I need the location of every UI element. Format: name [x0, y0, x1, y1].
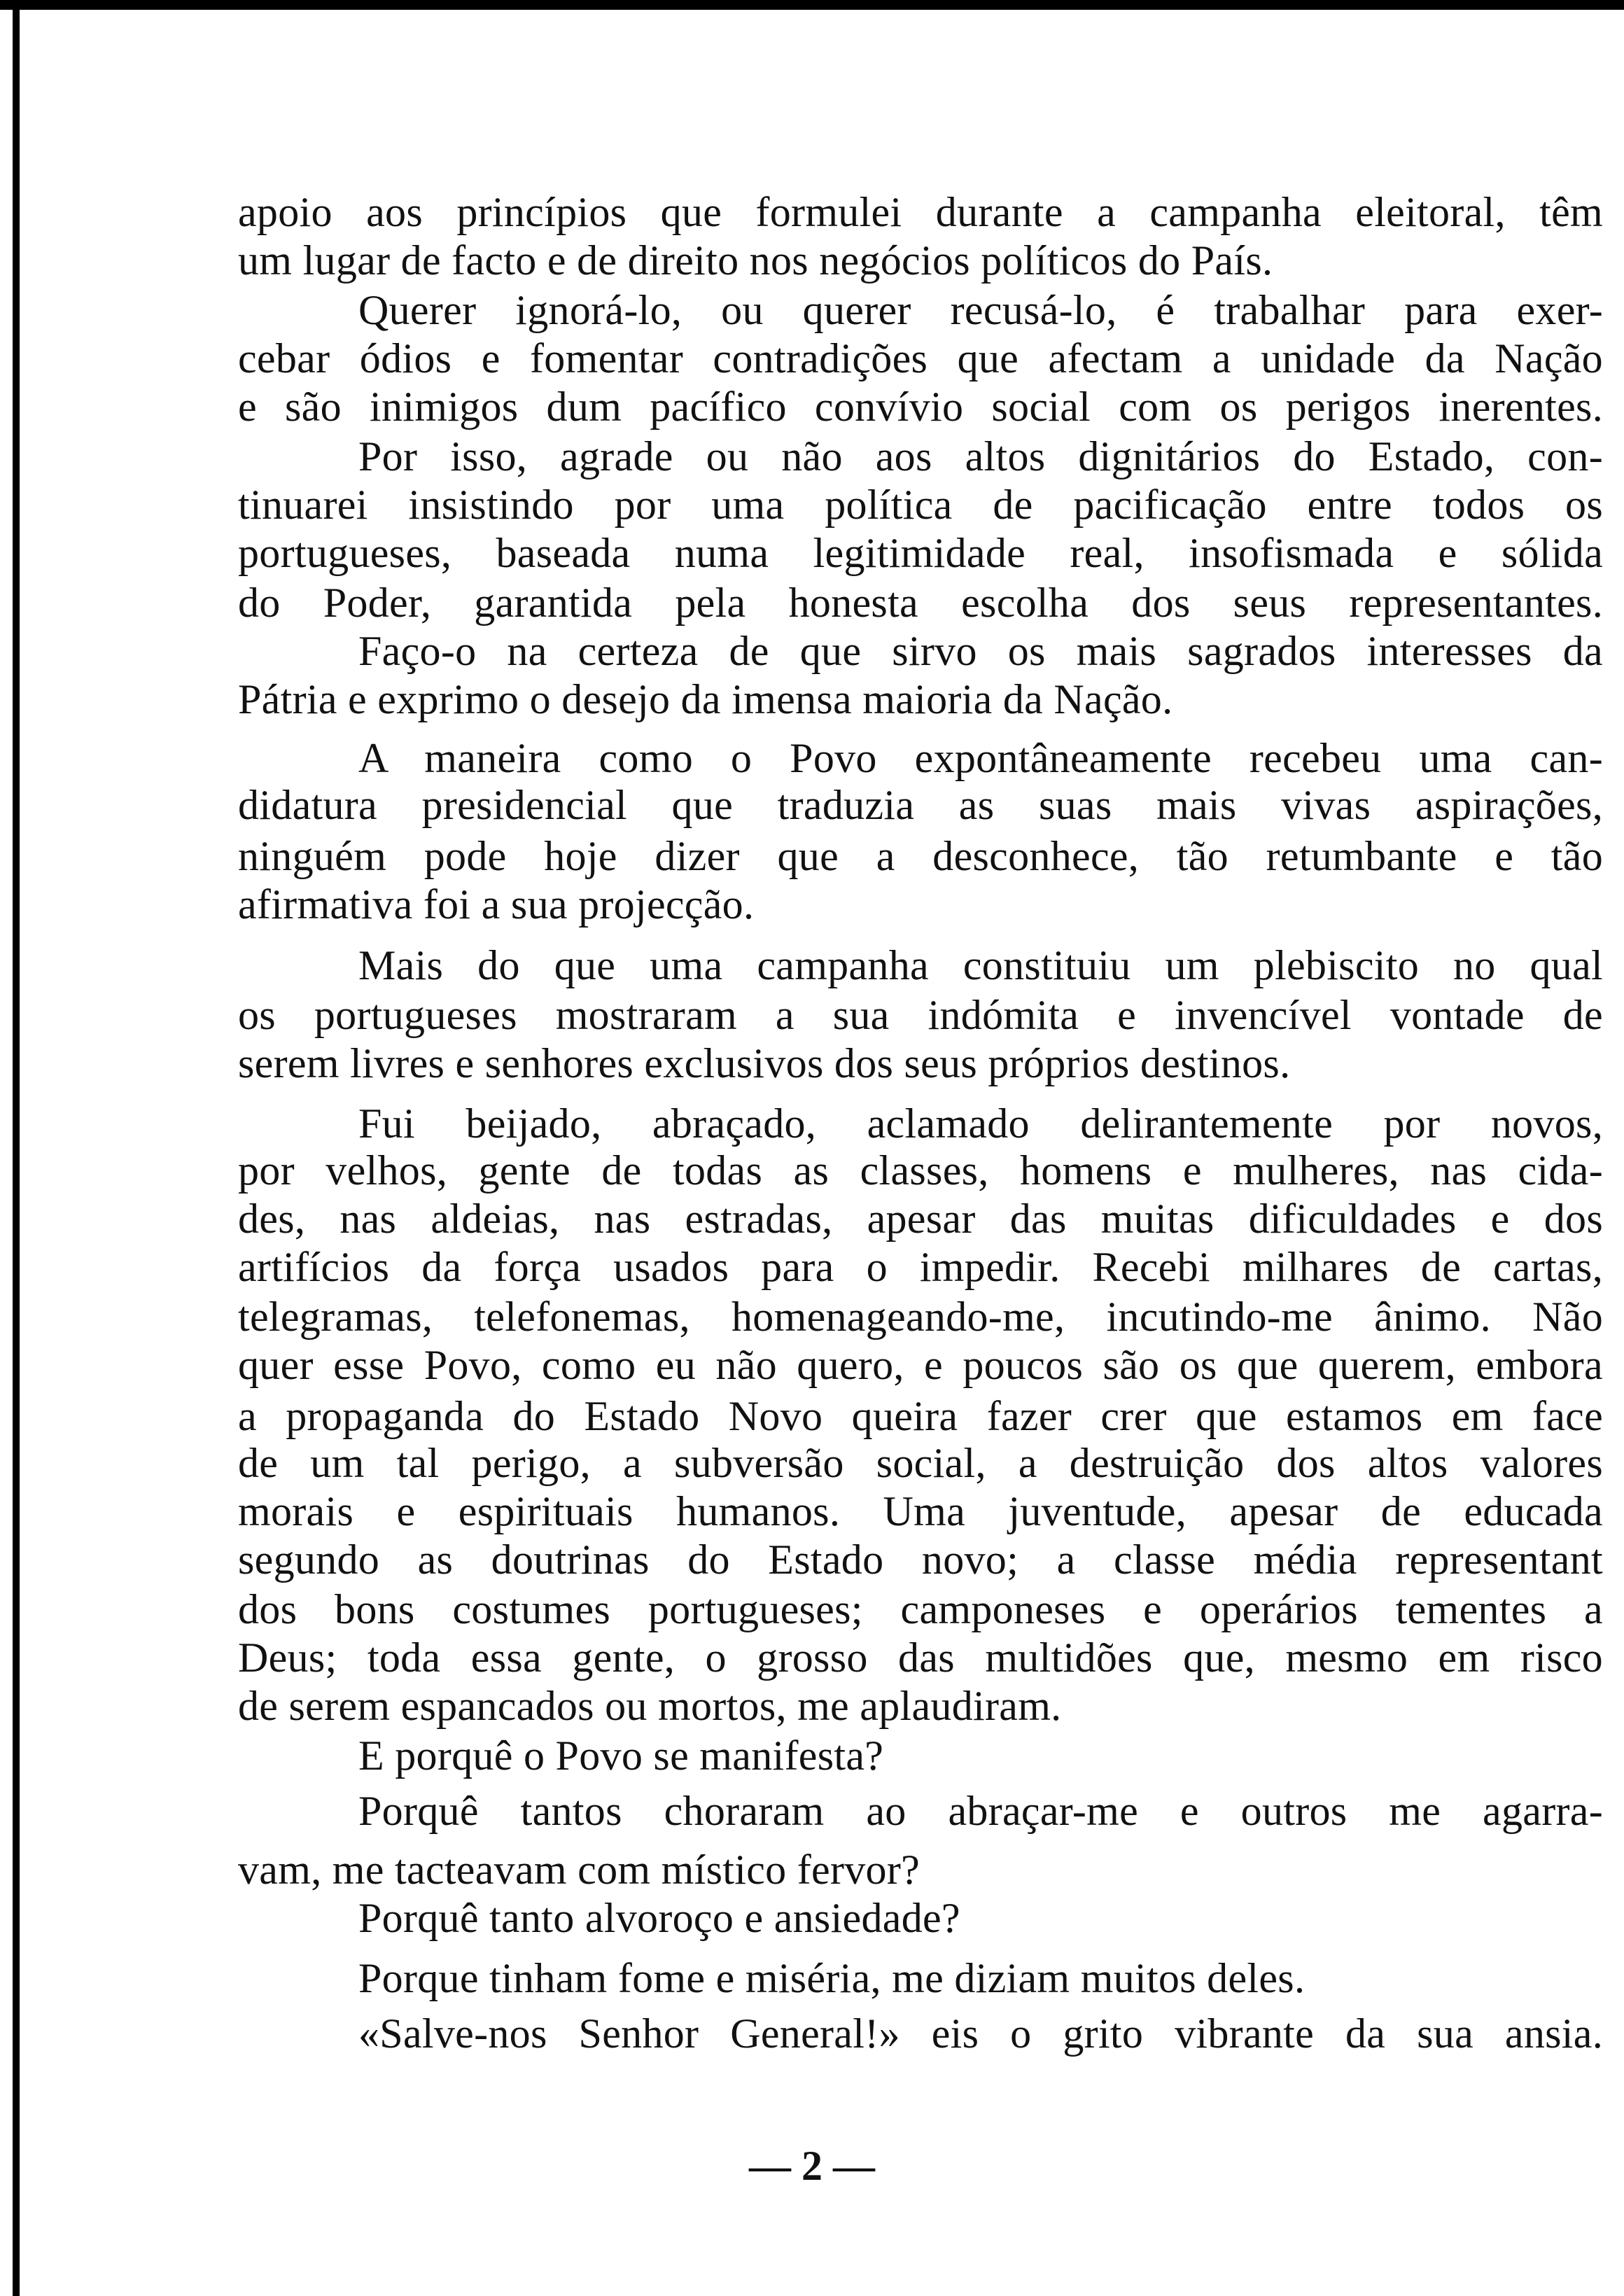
- text-line: artifícios da força usados para o impedir. Recebi milhares de cartas,: [238, 1244, 1603, 1290]
- text-line: afirmativa foi a sua projecção.: [238, 881, 755, 927]
- top-border: [0, 0, 1624, 10]
- page-number: — 2 —: [749, 2143, 875, 2189]
- text-line: segundo as doutrinas do Estado novo; a classe média representant: [238, 1536, 1603, 1583]
- text-line: de um tal perigo, a subversão social, a destruição dos altos valores: [238, 1440, 1603, 1486]
- left-border: [13, 0, 20, 2296]
- text-line: a propaganda do Estado Novo queira fazer crer que estamos em face: [238, 1393, 1603, 1439]
- text-line: Deus; toda essa gente, o grosso das multidões que, mesmo em risco: [238, 1634, 1603, 1681]
- text-line: «Salve-nos Senhor General!» eis o grito vibrante da sua ansia.: [358, 2010, 1603, 2057]
- text-line: Faço-o na certeza de que sirvo os mais sagrados interesses da: [358, 628, 1603, 674]
- text-line: Porque tinham fome e miséria, me diziam muitos deles.: [358, 1955, 1306, 2001]
- text-line: por velhos, gente de todas as classes, homens e mulheres, nas cida-: [238, 1147, 1603, 1194]
- text-line: Porquê tanto alvoroço e ansiedade?: [358, 1895, 960, 1941]
- text-line: tinuarei insistindo por uma política de pacificação entre todos os: [238, 482, 1603, 528]
- text-line: quer esse Povo, como eu não quero, e poucos são os que querem, embora: [238, 1342, 1603, 1388]
- text-line: de serem espancados ou mortos, me aplaudiram.: [238, 1683, 1062, 1729]
- text-line: cebar ódios e fomentar contradições que afectam a unidade da Nação: [238, 335, 1603, 382]
- text-line: Mais do que uma campanha constituiu um plebiscito no qual: [358, 942, 1603, 988]
- text-line: morais e espirituais humanos. Uma juventude, apesar de educada: [238, 1488, 1603, 1534]
- text-line: Querer ignorá-lo, ou querer recusá-lo, é trabalhar para exer-: [358, 287, 1603, 333]
- text-line: Fui beijado, abraçado, aclamado delirantemente por novos,: [358, 1100, 1603, 1147]
- text-line: portugueses, baseada numa legitimidade real, insofismada e sólida: [238, 530, 1603, 576]
- text-line: des, nas aldeias, nas estradas, apesar das muitas dificuldades e dos: [238, 1196, 1603, 1242]
- text-line: dos bons costumes portugueses; camponeses e operários tementes a: [238, 1586, 1603, 1632]
- text-line: um lugar de facto e de direito nos negócios políticos do País.: [238, 237, 1273, 284]
- text-line: e são inimigos dum pacífico convívio social com os perigos inerentes.: [238, 384, 1603, 430]
- text-line: vam, me tacteavam com místico fervor?: [238, 1847, 920, 1893]
- text-line: ninguém pode hoje dizer que a desconhece, tão retumbante e tão: [238, 833, 1603, 879]
- text-line: Pátria e exprimo o desejo da imensa maioria da Nação.: [238, 676, 1173, 722]
- text-line: A maneira como o Povo expontâneamente recebeu uma can-: [358, 735, 1603, 781]
- text-line: Porquê tantos choraram ao abraçar-me e outros me agarra-: [358, 1788, 1603, 1834]
- text-line: telegramas, telefonemas, homenageando-me, incutindo-me ânimo. Não: [238, 1294, 1603, 1340]
- text-line: serem livres e senhores exclusivos dos seus próprios destinos.: [238, 1040, 1291, 1086]
- text-line: do Poder, garantida pela honesta escolha dos seus representantes.: [238, 580, 1603, 626]
- text-line: Por isso, agrade ou não aos altos dignitários do Estado, con-: [358, 433, 1603, 479]
- text-line: E porquê o Povo se manifesta?: [358, 1732, 884, 1779]
- text-line: didatura presidencial que traduzia as suas mais vivas aspirações,: [238, 782, 1603, 828]
- text-line: os portugueses mostraram a sua indómita e invencível vontade de: [238, 992, 1603, 1038]
- text-line: apoio aos princípios que formulei durante a campanha eleitoral, têm: [238, 189, 1603, 235]
